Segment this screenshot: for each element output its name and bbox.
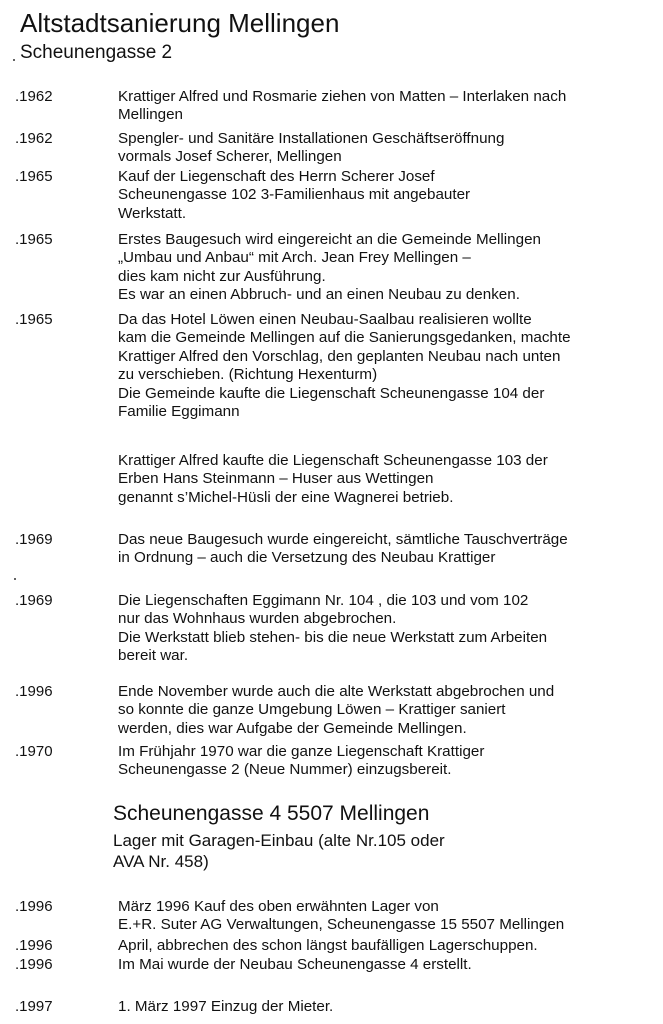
entry-text-line: dies kam nicht zur Ausführung.: [118, 267, 326, 285]
entry-text-line: Das neue Baugesuch wurde eingereicht, sämtliche Tauschverträge: [118, 531, 568, 548]
entry-text-line: Es war an einen Abbruch- und an einen Neubau zu denken.: [118, 286, 520, 304]
document-title: Altstadtsanierung Mellingen: [20, 8, 340, 38]
entry-text-line: Erstes Baugesuch wird eingereicht an die Gemeinde Mellingen: [118, 231, 541, 248]
entry-text: [118, 683, 653, 738]
entry-text: [118, 452, 653, 507]
section-subheading-line: Lager mit Garagen-Einbau (alte Nr.105 oder: [113, 831, 445, 850]
speck-mark: [14, 578, 16, 580]
section-subheading-line: AVA Nr. 458): [113, 852, 209, 871]
entry-text: [118, 231, 653, 305]
entry-text-line: Werkstatt.: [118, 204, 187, 222]
entry-text-line: Die Liegenschaften Eggimann Nr. 104 , die 103 und vom 102: [118, 592, 529, 609]
entry-year: .1996: [15, 937, 53, 954]
entry-text: [118, 168, 653, 223]
entry-text-line: Scheunengasse 2 (Neue Nummer) einzugsbereit.: [118, 761, 452, 779]
entry-text-line: 1. März 1997 Einzug der Mieter.: [118, 998, 334, 1015]
entry-text-line: Krattiger Alfred und Rosmarie ziehen von Matten – Interlaken nach: [118, 88, 567, 105]
entry-text: [118, 956, 653, 974]
entry-text-line: Scheunengasse 102 3-Familienhaus mit angebauter: [118, 186, 471, 204]
entry-text-line: Krattiger Alfred den Vorschlag, den geplanten Neubau nach unten: [118, 347, 561, 365]
entry-year: .1969: [15, 531, 53, 548]
entry-year: .1965: [15, 231, 53, 248]
entry-text-line: werden, dies war Aufgabe der Gemeinde Mellingen.: [118, 719, 467, 737]
entry-text-line: in Ordnung – auch die Versetzung des Neubau Krattiger: [118, 549, 496, 567]
entry-text-line: nur das Wohnhaus wurden abgebrochen.: [118, 610, 397, 628]
speck-mark: [13, 59, 15, 61]
section-heading: Scheunengasse 4 5507 Mellingen: [113, 802, 430, 825]
entry-text-line: März 1996 Kauf des oben erwähnten Lager von: [118, 898, 439, 915]
entry-text: [118, 531, 653, 568]
entry-text-line: Im Mai wurde der Neubau Scheunengasse 4 erstellt.: [118, 956, 472, 973]
entry-text-line: Familie Eggimann: [118, 403, 240, 421]
entry-text-line: Krattiger Alfred kaufte die Liegenschaft Scheunengasse 103 der: [118, 452, 548, 469]
entry-text: [118, 937, 653, 955]
entry-text: [118, 88, 653, 125]
entry-year: .1970: [15, 743, 53, 760]
document-subtitle: Scheunengasse 2: [20, 42, 173, 63]
entry-text-line: zu verschieben. (Richtung Hexenturm): [118, 366, 378, 384]
entry-text-line: Die Werkstatt blieb stehen- bis die neue Werkstatt zum Arbeiten: [118, 628, 548, 646]
entry-text-line: vormals Josef Scherer, Mellingen: [118, 148, 342, 166]
entry-year: .1969: [15, 592, 53, 609]
entry-year: .1996: [15, 898, 53, 915]
entry-year: .1965: [15, 311, 53, 328]
entry-text-line: April, abbrechen des schon längst baufälligen Lagerschuppen.: [118, 937, 538, 954]
entry-text-line: so konnte die ganze Umgebung Löwen – Krattiger saniert: [118, 701, 506, 719]
entry-text-line: kam die Gemeinde Mellingen auf die Sanierungsgedanken, machte: [118, 329, 571, 347]
entry-text-line: Erben Hans Steinmann – Huser aus Wettingen: [118, 470, 434, 488]
entry-year: .1997: [15, 998, 53, 1015]
entry-text: [118, 592, 653, 666]
entry-text-line: E.+R. Suter AG Verwaltungen, Scheunengasse 15 5507 Mellingen: [118, 916, 565, 934]
entry-text-line: Kauf der Liegenschaft des Herrn Scherer Josef: [118, 168, 435, 185]
entry-year: .1962: [15, 130, 53, 147]
section-subheading: [113, 830, 445, 872]
entry-text-line: Im Frühjahr 1970 war die ganze Liegenschaft Krattiger: [118, 743, 485, 760]
entry-text: [118, 998, 653, 1016]
entry-text-line: genannt s’Michel-Hüsli der eine Wagnerei betrieb.: [118, 488, 454, 506]
entry-year: .1996: [15, 956, 53, 973]
entry-text-line: Mellingen: [118, 106, 184, 124]
entry-text-line: Spengler- und Sanitäre Installationen Geschäftseröffnung: [118, 130, 505, 147]
entry-text-line: Ende November wurde auch die alte Werkstatt abgebrochen und: [118, 683, 555, 700]
entry-text: [118, 130, 653, 167]
entry-text: [118, 311, 653, 421]
entry-year: .1965: [15, 168, 53, 185]
entry-text-line: „Umbau und Anbau“ mit Arch. Jean Frey Mellingen –: [118, 249, 471, 267]
entry-text: [118, 743, 653, 780]
entry-text-line: bereit war.: [118, 647, 189, 665]
entry-year: .1996: [15, 683, 53, 700]
entry-text-line: Die Gemeinde kaufte die Liegenschaft Scheunengasse 104 der: [118, 384, 545, 402]
entry-year: .1962: [15, 88, 53, 105]
entry-text: [118, 898, 653, 935]
entry-text-line: Da das Hotel Löwen einen Neubau-Saalbau realisieren wollte: [118, 311, 532, 328]
